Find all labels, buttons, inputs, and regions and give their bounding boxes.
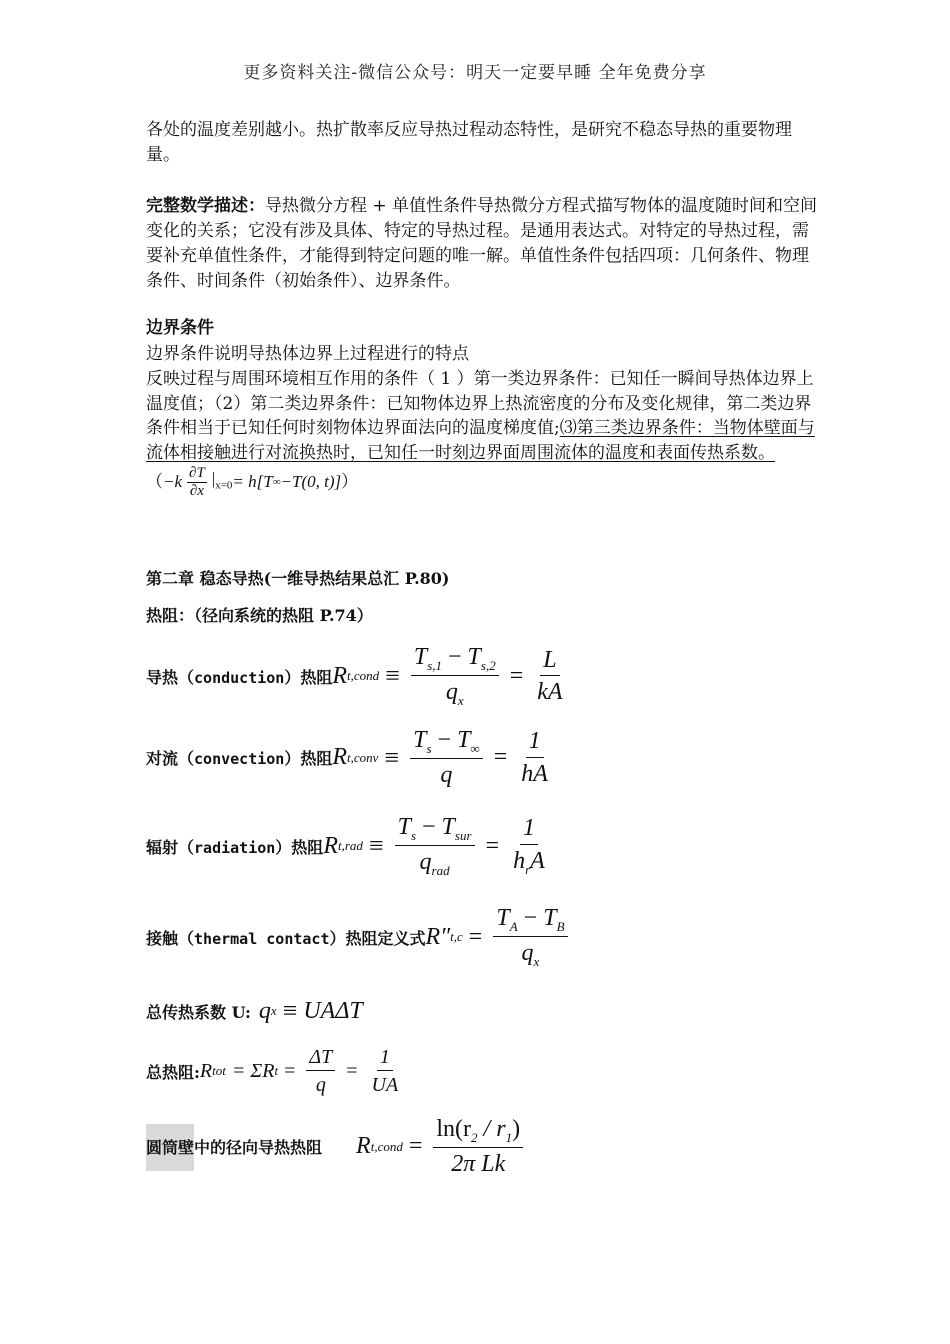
- overall-coefficient-formula: q x ≡ UAΔT: [258, 996, 363, 1025]
- contact-resistance-formula: R″ t,c = $\frac{T_A - T_B}{q_x}$: [426, 905, 573, 969]
- math-description-heading: 完整数学描述：: [146, 196, 265, 216]
- boundary-conditions-paragraph: [146, 367, 818, 499]
- conduction-resistance-row: 导热（conduction）热阻 R t,cond ≡ $\frac{T_{s,1} - T_{s,2}}{q_x}$ = $\frac{L}{kA}$: [146, 644, 571, 708]
- total-resistance-formula: R tot = ΣR t = $\frac{\Delta T}{q}$ = $\frac{1}{UA}$: [199, 1046, 399, 1096]
- boundary-line1: 边界条件说明导热体边界上过程进行的特点: [146, 344, 469, 364]
- convection-resistance-formula: R t,conv ≡ $\frac{T_s - T_\infty}{q}$ = $\frac{1}{hA}$: [332, 727, 548, 789]
- third-kind-boundary-text: ⑶第三类边界条件：当物体壁面与流体相接触进行对流换热时，已知任一时刻边界面周围流体的温度和表面传热系数。: [146, 418, 815, 463]
- radiation-resistance-formula: R t,rad ≡ $\frac{T_s - T_{sur}}{q_{rad}}$ = $\frac{1}{h_rA}$: [323, 814, 545, 878]
- third-kind-formula: （ −k $\frac{\partial T}{\partial x}$ $|_{x=0}$ = h[T ∞ −T(0, t)] ）: [146, 465, 359, 499]
- convection-resistance-row: 对流（convection）热阻 R t,conv ≡ $\frac{T_s - T_\infty}{q}$ = $\frac{1}{hA}$: [146, 727, 556, 788]
- overall-coefficient-row: 总传热系数 U: q x ≡ UAΔT: [146, 996, 363, 1025]
- math-description-text: 导热微分方程 + 单值性条件导热微分方程式描写物体的温度随时间和空间变化的关系；它没有涉及具体、特定的导热过程。是通用表达式。对特定的导热过程，需要补充单值性条件，才能得到特定问题的唯一解。单值性条件包括四项：几何条件、物理条件、时间条件（初始条件）、边界条件。: [146, 196, 818, 291]
- boundary-title: 边界条件: [146, 318, 214, 338]
- resistance-title: 热阻：（径向系统的热阻 P.74）: [146, 606, 373, 625]
- conduction-resistance-formula: R t,cond ≡ $\frac{T_{s,1} - T_{s,2}}{q_x}$ = $\frac{L}{kA}$: [332, 644, 563, 708]
- paragraph-math-description: [146, 194, 818, 294]
- highlighted-text: 圆筒壁: [146, 1124, 194, 1171]
- cylinder-resistance-formula: R t,cond = $\frac{\ln(r_2 / r_1)}{\text{2π Lk}}$: [356, 1116, 528, 1177]
- cylinder-resistance-row: 圆筒壁中的径向导热热阻 R t,cond = $\frac{\ln(r_2 / r_1)}{\text{2π Lk}}$: [146, 1116, 528, 1177]
- boundary-conditions-text: 反映过程与周围环境相互作用的条件（ 1 ）第一类边界条件：已知任一瞬间导热体边界上温度值；（2）第二类边界条件：已知物体边界上热流密度的分布及变化规律，第二类边界条件相当于已知任何时刻物体边界面法向的温度梯度值;: [146, 369, 814, 438]
- contact-resistance-row: 接触（thermal contact）热阻定义式 R″ t,c = $\frac{T_A - T_B}{q_x}$: [146, 905, 573, 969]
- total-resistance-row: 总热阻: R tot = ΣR t = $\frac{\Delta T}{q}$ = $\frac{1}{UA}$: [146, 1046, 406, 1096]
- chapter-title: 第二章 稳态导热(一维导热结果总汇 P.80): [146, 569, 450, 588]
- paragraph-diffusivity: 各处的温度差别越小。热扩散率反应导热过程动态特性，是研究不稳态导热的重要物理量。: [146, 120, 792, 165]
- page-header: 更多资料关注-微信公众号：明天一定要早睡 全年免费分享: [243, 63, 707, 83]
- radiation-resistance-row: 辐射（radiation）热阻 R t,rad ≡ $\frac{T_s - T_{sur}}{q_{rad}}$ = $\frac{1}{h_rA}$: [146, 814, 553, 878]
